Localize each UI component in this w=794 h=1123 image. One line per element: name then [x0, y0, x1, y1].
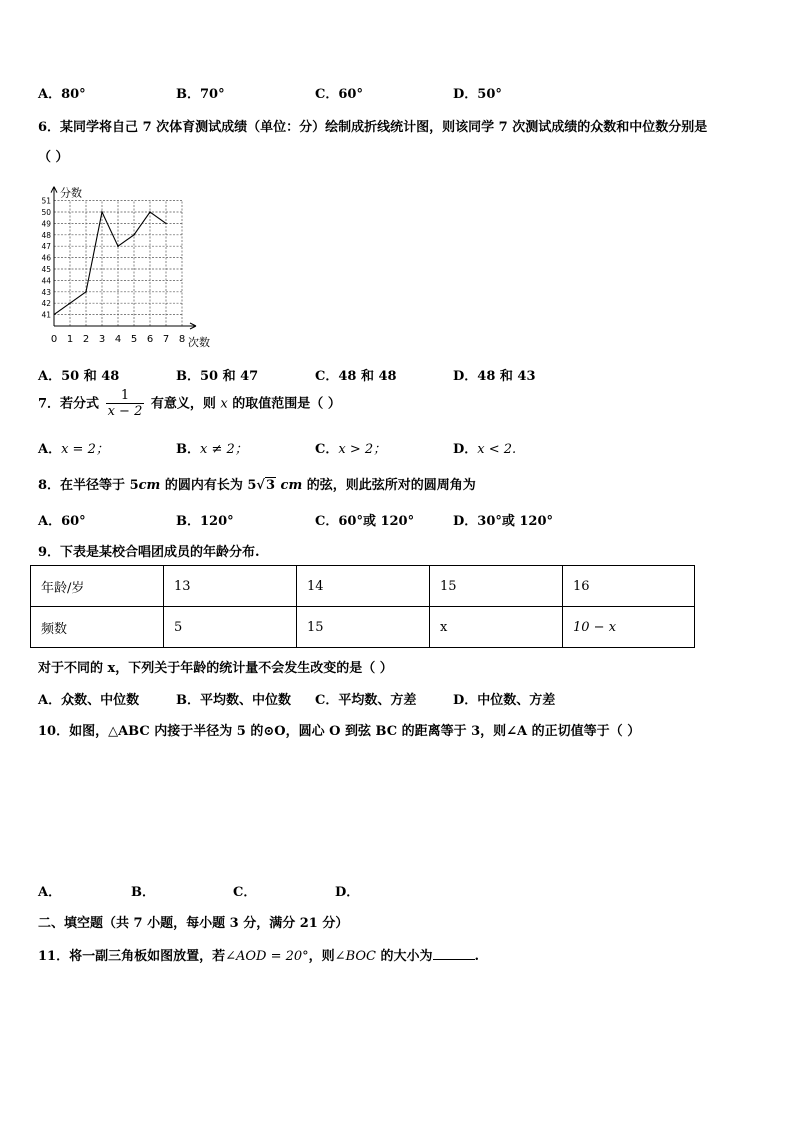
- q10-option-c: C．: [233, 885, 257, 900]
- q8-stem: [38, 474, 476, 493]
- y-tick-label: 51: [41, 196, 51, 206]
- q6-option-d: D．48 和 43: [453, 369, 536, 384]
- q11-end: .: [474, 949, 480, 964]
- q7-fraction: [106, 389, 145, 419]
- q7-fraction-numerator: 1: [120, 388, 130, 403]
- y-tick-label: 49: [41, 219, 51, 229]
- q7-middle: 有意义，则: [150, 396, 216, 412]
- q6-option-a: A．50 和 48: [38, 369, 120, 384]
- table-row: [31, 607, 695, 648]
- q8-option-d: D．30°或 120°: [453, 514, 554, 529]
- data-point: [69, 302, 71, 304]
- x-tick-label: 7: [162, 334, 170, 345]
- q8-unit-1: cm: [138, 478, 161, 493]
- y-tick-label: 48: [41, 230, 51, 240]
- x-tick-label: 5: [130, 334, 138, 345]
- table-cell: 年龄/岁: [31, 566, 164, 607]
- data-point: [101, 211, 103, 213]
- q7-option-b: B．x ≠ 2；: [176, 442, 248, 457]
- y-tick-label: 42: [41, 299, 51, 309]
- q8-option-a: A．60°: [38, 514, 86, 529]
- x-tick-label: 2: [82, 334, 90, 345]
- x-tick-label: 3: [98, 334, 106, 345]
- table-cell: 16: [563, 566, 695, 607]
- data-point: [149, 211, 151, 213]
- q7-fraction-denominator: x − 2: [107, 404, 143, 419]
- q7-variable: x: [220, 396, 228, 412]
- q6-option-b: B．50 和 47: [176, 369, 259, 384]
- table-row: [31, 566, 695, 607]
- section-heading-fill-in: 二、填空题（共 7 小题，每小题 3 分，满分 21 分）: [38, 916, 349, 931]
- data-point: [165, 223, 167, 225]
- x-tick-label: 4: [114, 334, 122, 345]
- q6-line-chart: [30, 172, 230, 352]
- q8-suffix: 的弦，则此弦所对的圆周角为: [302, 478, 476, 493]
- q11-answer-blank: [433, 947, 475, 960]
- q9-option-a: A．众数、中位数: [38, 693, 140, 708]
- q9-option-c: C．平均数、方差: [315, 693, 417, 708]
- table-cell: x: [430, 607, 563, 648]
- q10-option-b: B．: [131, 885, 155, 900]
- q7-suffix: 的取值范围是（ ）: [232, 396, 341, 412]
- q11-prefix: 11．将一副三角板如图放置，若: [38, 949, 226, 964]
- y-tick-label: 46: [41, 253, 51, 263]
- q7-prefix: 7．若分式: [38, 396, 100, 412]
- q8-sqrt-sign: √: [256, 478, 265, 493]
- data-point: [133, 234, 135, 236]
- x-tick-label: 6: [146, 334, 154, 345]
- y-tick-label: 43: [41, 287, 51, 297]
- q11-suffix: 的大小为: [375, 949, 433, 964]
- q8-option-c: C．60°或 120°: [315, 514, 415, 529]
- data-point: [85, 291, 87, 293]
- table-cell: 频数: [31, 607, 164, 648]
- q11-math-angle-aod: ∠AOD = 20°: [225, 949, 309, 964]
- q8-prefix: 8．在半径等于 5: [38, 478, 139, 493]
- q9-title: 9．下表是某校合唱团成员的年龄分布.: [38, 545, 260, 560]
- x-axis-label: 次数: [188, 336, 210, 349]
- data-point: [117, 245, 119, 247]
- table-cell: 15: [430, 566, 563, 607]
- q8-unit-2: cm: [280, 478, 303, 493]
- x-tick-label: 0: [50, 334, 58, 345]
- table-cell: 5: [164, 607, 297, 648]
- q9-option-d: D．中位数、方差: [453, 693, 556, 708]
- table-cell: 14: [297, 566, 430, 607]
- y-tick-label: 47: [41, 242, 51, 252]
- q9-question: 对于不同的 x，下列关于年龄的统计量不会发生改变的是（ ）: [38, 661, 393, 676]
- q6-option-c: C．48 和 48: [315, 369, 397, 384]
- table-cell: 13: [164, 566, 297, 607]
- q5-option-c: C．60°: [315, 87, 363, 102]
- y-tick-label: 50: [41, 208, 51, 217]
- q7-option-a: A．x = 2；: [38, 442, 109, 457]
- x-tick-label: 1: [66, 334, 74, 345]
- q6-answer-bracket: （ ）: [38, 150, 69, 165]
- q5-option-b: B．70°: [176, 87, 225, 102]
- age-frequency-table: [30, 565, 695, 648]
- q11-stem: [38, 945, 479, 964]
- q7-option-c: C．x > 2；: [315, 442, 387, 457]
- q8-sqrt-value: 3: [265, 478, 275, 493]
- q5-option-a: A．80°: [38, 87, 86, 102]
- table-cell: 10 − x: [563, 607, 695, 648]
- q7-stem: [38, 389, 341, 419]
- y-axis-label: 分数: [60, 186, 82, 200]
- q8-option-b: B．120°: [176, 514, 234, 529]
- q10-option-d: D．: [335, 885, 360, 900]
- q6-stem: 6．某同学将自己 7 次体育测试成绩（单位：分）绘制成折线统计图，则该同学 7 次测试成绩的众数和中位数分别是: [38, 120, 708, 135]
- y-tick-label: 44: [41, 276, 51, 286]
- series-line: [54, 212, 166, 315]
- x-tick-label: 8: [178, 334, 186, 345]
- y-tick-label: 45: [41, 265, 51, 274]
- q9-option-b: B．平均数、中位数: [176, 693, 291, 708]
- y-tick-label: 41: [41, 310, 51, 320]
- q10-stem: 10．如图，△ABC 内接于半径为 5 的⊙O，圆心 O 到弦 BC 的距离等于 3，则∠A 的正切值等于（ ）: [38, 724, 641, 739]
- q5-option-d: D．50°: [453, 87, 502, 102]
- q10-option-a: A．: [38, 885, 62, 900]
- q11-math-angle-boc: ∠BOC: [334, 949, 376, 964]
- table-cell: 15: [297, 607, 430, 648]
- q8-middle: 的圆内有长为 5: [160, 478, 257, 493]
- q7-option-d: D．x < 2.: [453, 442, 517, 457]
- q11-middle: ，则: [308, 949, 335, 964]
